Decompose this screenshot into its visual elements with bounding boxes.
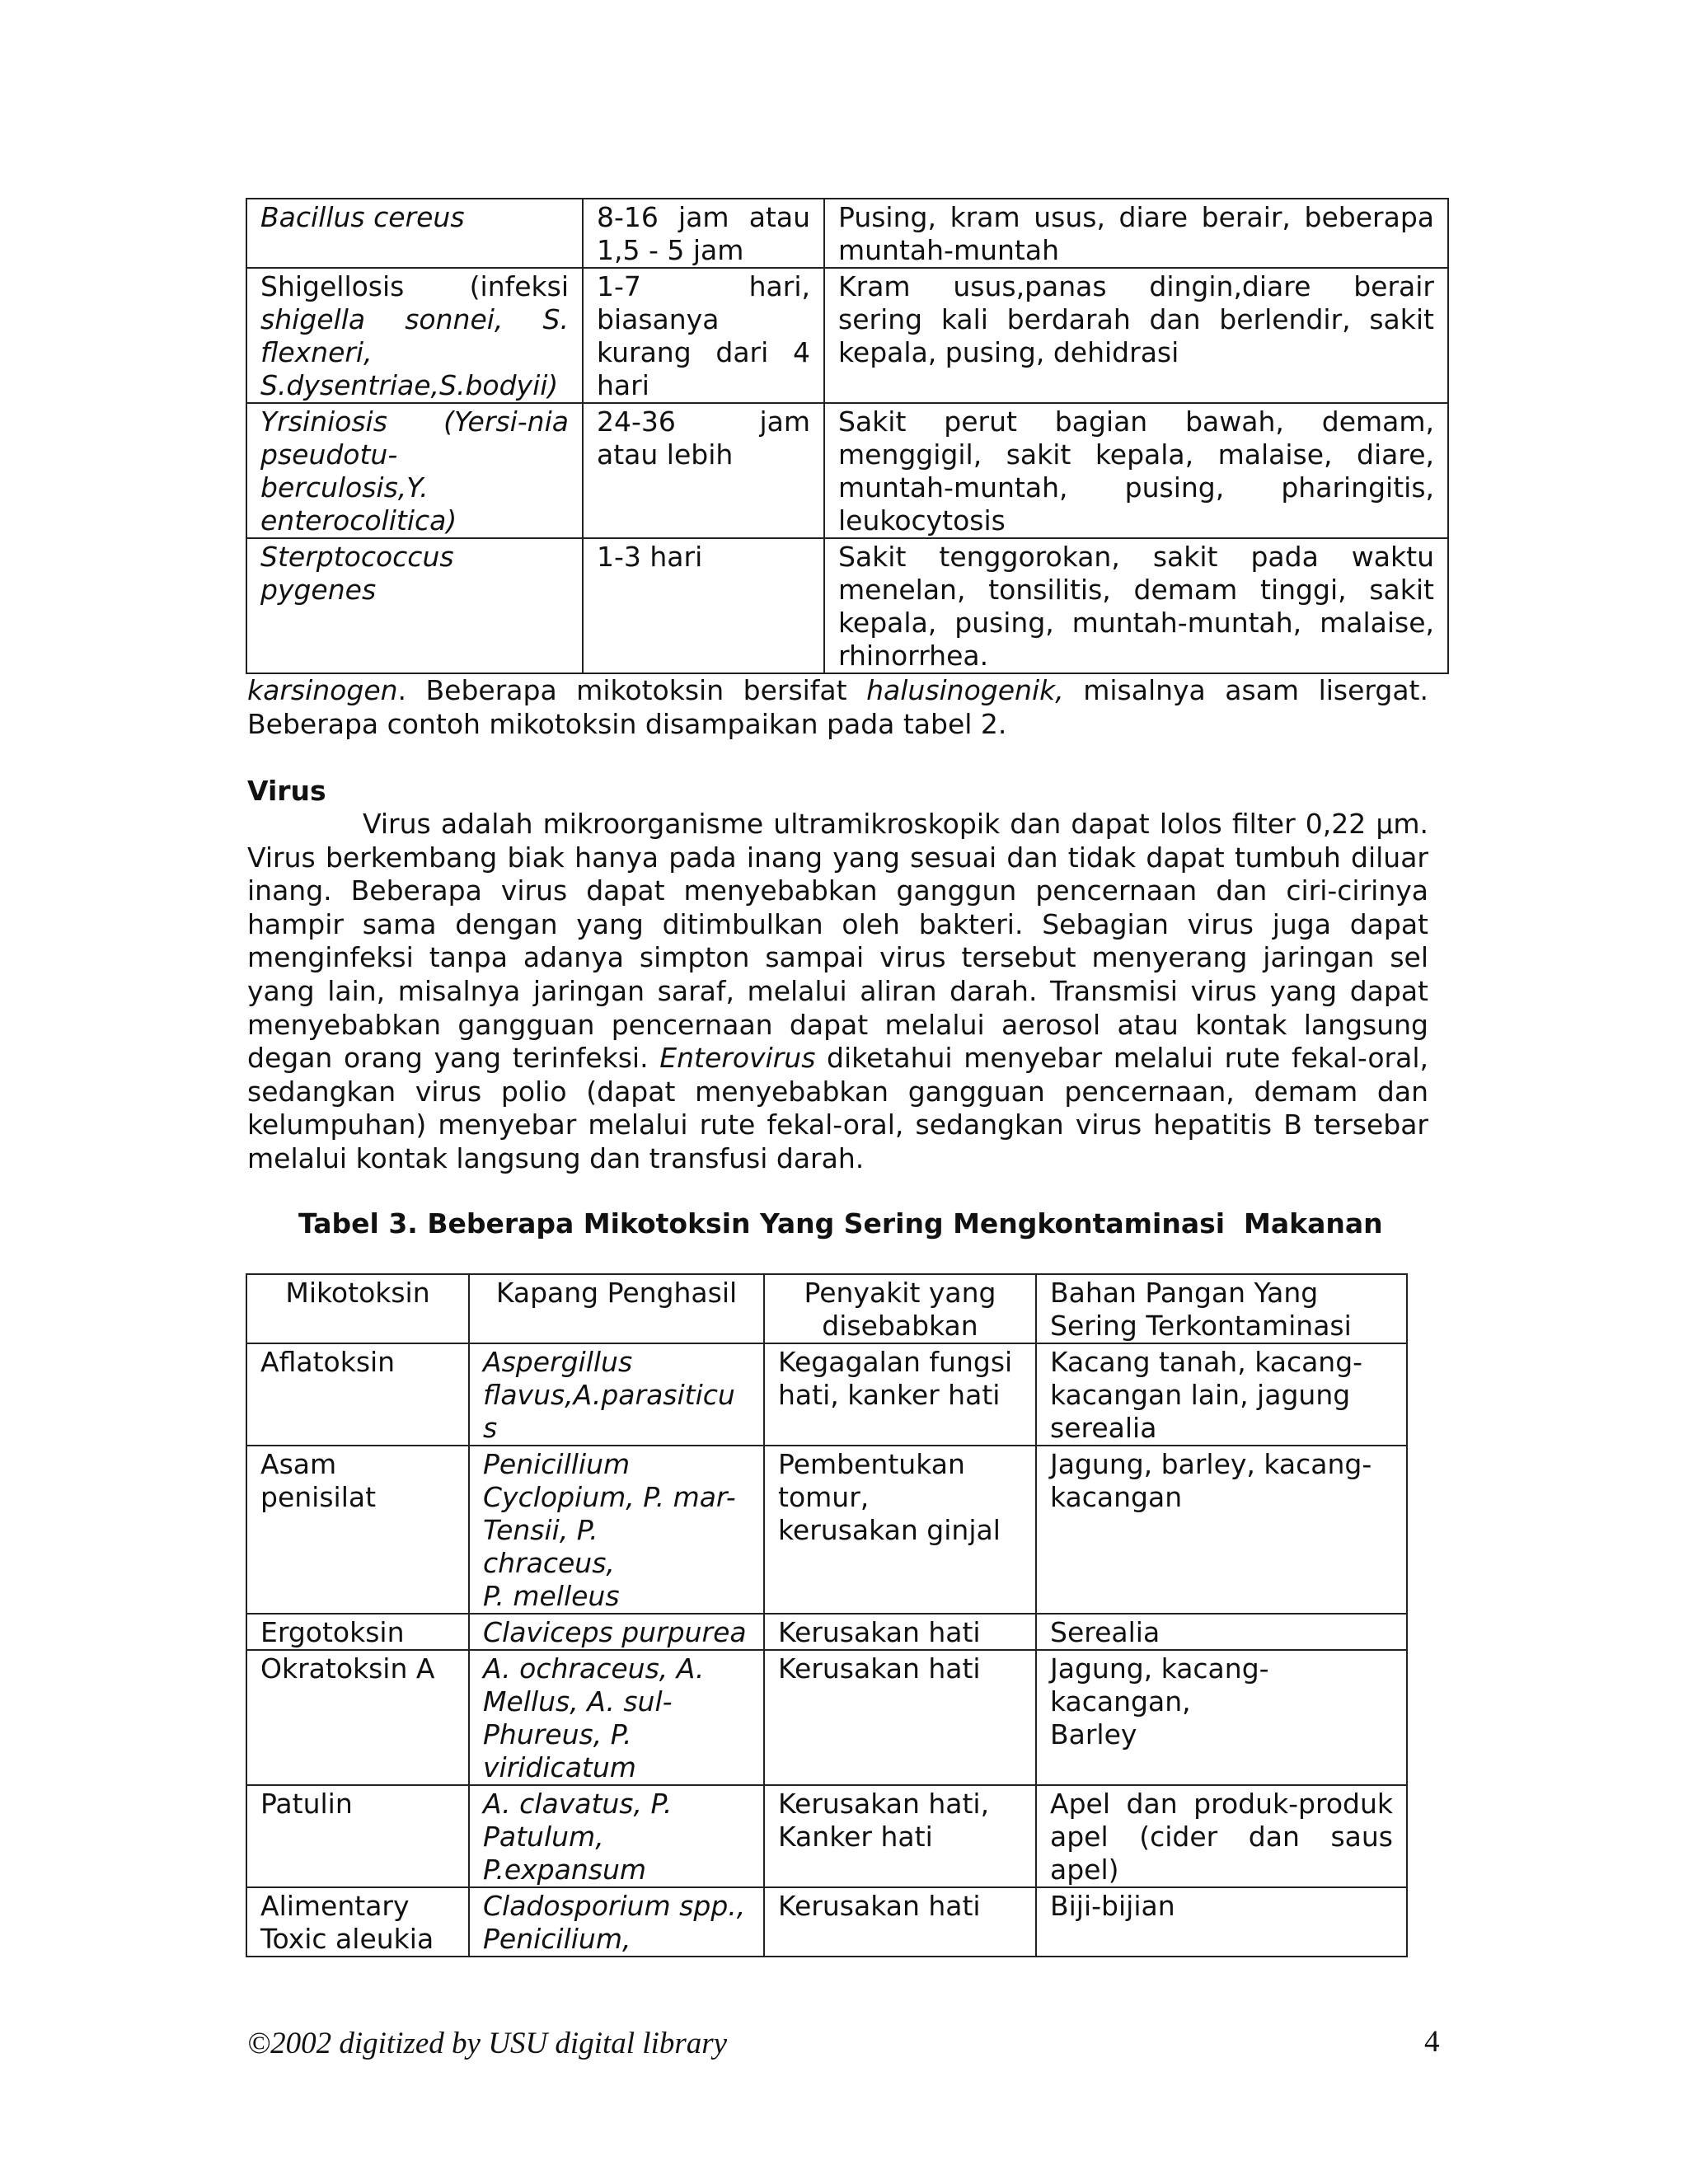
page-number: 4 [1424,2025,1440,2059]
header-cell: Bahan Pangan Yang Sering Terkontaminasi [1036,1274,1407,1343]
virus-line: menginfeksi tanpa adanya simpton sampai virus tersebut menyerang jaringan sel [247,941,1428,974]
virus-line: degan orang yang terinfeksi. Enterovirus diketahui menyebar melalui rute fekal-oral, [247,1042,1428,1075]
mold-cell: Cladosporium spp., Penicilium, [469,1887,764,1957]
table-row [246,403,1448,538]
mold-cell: A. clavatus, P. Patulum, P.expansum [469,1785,764,1887]
mold-cell: Aspergillus flavus,A.parasiticu s [469,1343,764,1446]
symptoms-cell: Kram usus,panas dingin,diare berair sering kali berdarah dan berlendir, sakit kepala, pusing, dehidrasi [824,268,1448,403]
intro-line-1: karsinogen. Beberapa mikotoksin bersifat halusinogenik, misalnya asam lisergat. [247,674,1428,706]
disease-cell: Kerusakan hati [764,1887,1036,1957]
onset-cell: 8-16 jam atau 1,5 - 5 jam [583,199,824,268]
header-cell: Penyakit yang disebabkan [764,1274,1036,1343]
table-row [246,1887,1407,1957]
toxin-cell: Asam penisilat [246,1446,469,1614]
virus-paragraph [247,808,1428,1176]
organism-cell: Bacillus cereus [246,199,583,268]
organism-cell: Yrsiniosis (Yersi-nia pseudotu- berculosis,Y. enterocolitica) [246,403,583,538]
toxin-cell: Ergotoksin [246,1614,469,1650]
table-header-row [246,1274,1407,1343]
toxin-cell: Okratoksin A [246,1650,469,1785]
table-row [246,1446,1407,1614]
organism-cell: Shigellosis (infeksi shigella sonnei, S. flexneri, S.dysentriae,S.bodyii) [246,268,583,403]
table-row [246,1343,1407,1446]
onset-cell: 24-36 jam atau lebih [583,403,824,538]
virus-line: hampir sama dengan yang ditimbulkan oleh bakteri. Sebagian virus juga dapat [247,907,1428,940]
mold-cell: Penicillium Cyclopium, P. mar- Tensii, P. chraceus, P. melleus [469,1446,764,1614]
table-mycotoxins [246,1273,1408,1957]
table-row [246,538,1448,673]
onset-cell: 1-3 hari [583,538,824,673]
section-heading: Virus [247,775,326,807]
mold-cell: A. ochraceus, A. Mellus, A. sul- Phureus, P. viridicatum [469,1650,764,1785]
virus-line: menyebabkan gangguan pencernaan dapat melalui aerosol atau kontak langsung [247,1008,1428,1041]
header-cell: Kapang Penghasil [469,1274,764,1343]
food-cell: Serealia [1036,1614,1407,1650]
table-row [246,1614,1407,1650]
intro-line-2: Beberapa contoh mikotoksin disampaikan pada tabel 2. [247,707,1007,740]
food-cell: Jagung, kacang- kacangan, Barley [1036,1650,1407,1785]
intro-paragraph [247,674,1428,741]
disease-cell: Kerusakan hati, Kanker hati [764,1785,1036,1887]
virus-line: inang. Beberapa virus dapat menyebabkan ganggun pencernaan dan ciri-cirinya [247,874,1428,907]
footer-copyright: ©2002 digitized by USU digital library [247,2027,728,2060]
disease-cell: Pembentukan tomur, kerusakan ginjal [764,1446,1036,1614]
food-cell: Jagung, barley, kacang- kacangan [1036,1446,1407,1614]
symptoms-cell: Sakit perut bagian bawah, demam, menggigil, sakit kepala, malaise, diare, muntah-muntah, pusing, pharingitis, leukocytosis [824,403,1448,538]
food-cell: Apel dan produk-produk apel (cider dan saus apel) [1036,1785,1407,1887]
toxin-cell: Patulin [246,1785,469,1887]
onset-cell: 1-7 hari, biasanya kurang dari 4 hari [583,268,824,403]
symptoms-cell: Pusing, kram usus, diare berair, beberapa muntah-muntah [824,199,1448,268]
header-cell: Mikotoksin [246,1274,469,1343]
virus-line: yang lain, misalnya jaringan saraf, melalui aliran darah. Transmisi virus yang dapat [247,974,1428,1007]
table-foodborne-bacteria [246,198,1449,674]
food-cell: Kacang tanah, kacang- kacangan lain, jagung serealia [1036,1343,1407,1446]
table-row [246,1785,1407,1887]
disease-cell: Kerusakan hati [764,1650,1036,1785]
symptoms-cell: Sakit tenggorokan, sakit pada waktu menelan, tonsilitis, demam tinggi, sakit kepala, pusing, muntah-muntah, malaise, rhinorrhea. [824,538,1448,673]
virus-line: Virus berkembang biak hanya pada inang yang sesuai dan tidak dapat tumbuh diluar [247,841,1428,874]
table-row [246,199,1448,268]
virus-line: Virus adalah mikroorganisme ultramikroskopik dan dapat lolos filter 0,22 µm. [363,808,1428,840]
disease-cell: Kegagalan fungsi hati, kanker hati [764,1343,1036,1446]
toxin-cell: Alimentary Toxic aleukia [246,1887,469,1957]
organism-cell: Sterptococcus pygenes [246,538,583,673]
virus-line: sedangkan virus polio (dapat menyebabkan gangguan pencernaan, demam dan [247,1075,1428,1108]
table-caption: Tabel 3. Beberapa Mikotoksin Yang Sering Mengkontaminasi Makanan [298,1207,1383,1240]
virus-line: melalui kontak langsung dan transfusi darah. [247,1141,865,1174]
toxin-cell: Aflatoksin [246,1343,469,1446]
food-cell: Biji-bijian [1036,1887,1407,1957]
table-row [246,1650,1407,1785]
virus-line: kelumpuhan) menyebar melalui rute fekal-oral, sedangkan virus hepatitis B tersebar [247,1108,1428,1141]
table-row [246,268,1448,403]
disease-cell: Kerusakan hati [764,1614,1036,1650]
mold-cell: Claviceps purpurea [469,1614,764,1650]
